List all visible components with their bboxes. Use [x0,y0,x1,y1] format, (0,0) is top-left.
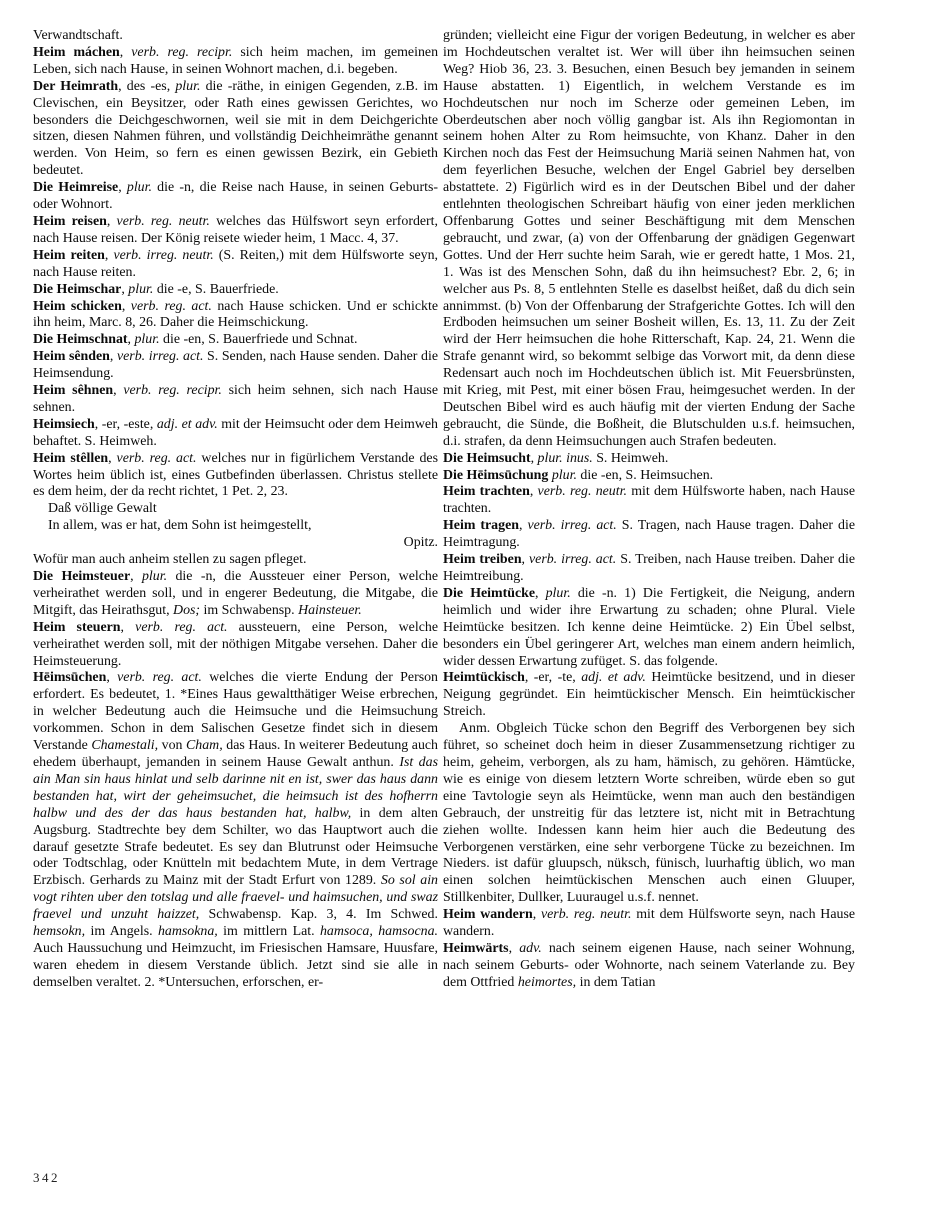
body-text: , [108,450,117,466]
body-text: , [121,281,129,297]
headword: Die Heimschar [33,281,122,297]
body-text: , [119,44,132,60]
body-text: , [130,569,142,584]
body-text: Schwabensp. Kap. 3, 4. Im Schwed. [199,907,438,923]
left-column [33,28,438,992]
italic-text: Cham, [186,738,223,754]
body-text: nach Hause schicken. Und er schickte ihn heim, Marc. 8, 26. Daher die Heimschickung. [33,298,438,331]
headword: Heim sêhnen [33,383,114,399]
paragraph [33,214,438,248]
headword: Heim trachten [443,484,530,500]
italic-text: verb. reg. act. [130,298,212,314]
body-text: mit der Heimsucht oder dem Heimweh behaftet. S. Heimweh. [33,416,438,449]
body-text: Opitz. [403,535,438,551]
italic-text: Chamestali, [91,738,159,754]
italic-text: verb. reg. neutr. [537,484,627,500]
body-text: S. Heimweh. [592,450,669,466]
paragraph [33,282,438,299]
body-text: , [529,484,538,500]
body-text: , [113,383,124,399]
body-text: , [106,213,117,229]
italic-text: heimortes, [517,974,577,990]
italic-text: plur. [134,332,160,348]
paragraph [33,248,438,282]
paragraph [443,552,855,586]
right-column [443,28,855,992]
body-text: S. Tragen, nach Hause tragen. Daher die Heimtragung. [443,518,855,551]
headword: Heim schicken [33,298,122,314]
page-number: 342 [33,1170,60,1185]
paragraph [443,586,855,671]
italic-text: Ist das ain Man sin haus hinlat und selb darinne nit en ist, swer das haus dann bestanden hat, wirt der geheimsuchet, die heimsuch ist des hofherrn halbw und des der das haus bestanden hat, halbw, [33,754,438,821]
body-text: S. Treiben, nach Hause treiben. Daher die Heimtreibung. [443,552,855,584]
headword: Heimtückisch [443,670,525,686]
paragraph [33,670,438,991]
italic-text: verb. reg. recipr. [131,44,233,60]
headword: Heimwärts [443,940,509,956]
italic-text: plur. [545,585,571,601]
paragraph [443,451,855,468]
paragraph [33,417,438,451]
paragraph [33,28,438,45]
italic-text: hamsokna, [157,924,218,940]
body-text: , -er, -te, [524,670,582,686]
body-text: die -en, S. Bauerfriede und Schnat. [159,332,358,348]
headword: Hēimsūchen [33,670,107,686]
paragraph [33,180,438,214]
body-text: , [104,247,114,263]
paragraph [33,451,438,502]
paragraph [33,332,438,349]
paragraph [33,383,438,417]
body-text: aussteuern, eine Person, welche verheirathet werden soll, mit der nöthigen Mitgabe versehen. Daher die Heimsteuerung. [33,619,438,669]
italic-text: verb. reg. act. [135,619,228,635]
italic-text: verb. irreg. act. [116,349,204,365]
body-text: welches nur in figürlichem Verstande des Wortes heim üblich ist, eines Gutbefinden überlassen. Christus stellete es dem heim, der da recht richtet, 1 Pet. 2, 23. [33,450,438,500]
headword: Heimsiech [33,416,95,432]
body-text: welches die vierte Endung der Person erfordert. Es bedeutet, 1. *Eines Haus gewaltthätiger Weise erbrechen, in welcher Bedeutung auch die Heimsuche und die Heimsuchung vorkommen. Schon in dem Salischen Gesetze findet sich in diesem Verstande [33,670,438,754]
body-text: die -n, die Aussteuer einer Person, welche verheirathet werden soll, und in engerer Bedeutung, die Mitgabe, die Mitgift, das Heirathsgut, [33,569,438,618]
italic-text: hamsoca, hamsocna. [319,924,438,940]
body-text: gründen; vielleicht eine Figur der vorigen Bedeutung, in welcher es aber im Hochdeutschen veraltet ist. Wer will über ihn heimsuchen seinen Weg? Hiob 36, 23. 3. Besuchen, einen Besuch bey jemanden in seinem Hause abstatten. 1) Eigentlich, in welchem Verstande es im Hochdeutschen nur noch im Scherze oder gemeinen Leben, im Oberdeutschen aber noch völlig gangbar ist. Als ihn Regiomontan in seinem hohen Alter zu Rom heimsuchte, von Khanz. Daher in den Kirchen noch das Fest der Heimsuchung Mariä seinen Nahmen hat, von dem feyerlichen Besuche, welchen der Engel Gabriel bey derselben abstattete. 2) Figürlich wird es in der Deutschen Bibel und der daher entlehnten theologischen Schreibart häufig von einer jeden merklichen Offenbarung Gottes und seiner Beschäftigung mit dem Menschen gebraucht, und zwar, (a) von der Offenbarung der gnädigen Gegenwart Gottes. Und der Herr suchte heim Sarah, wie er geredt hatte, 1 Mos. 21, 1. Was ist des Menschen Sohn, daß du ihn heimsuchest? Ebr. 2, 6; in welcher aus Ps. 8, 5 entlehnten Stelle es daselbst heißet, daß du dich sein annimmst. (b) Von der Offenbarung der Strafgerichte Gottes. Ich will den Erdboden heimsuchen um seiner Bosheit willen, Es. 13, 11. Zu der Zeit wird der Herr heimsuchen die hohe Ritterschaft, Kap. 24, 21. Wenn die Strafe genannt wird, so bekommt selbige das Vorwort mit, da denn diese Redensart auch noch im Hochdeutschen üblich ist. Mit Feuersbrünsten, mit Krieg, mit Pest, mit einer bösen Frau, heimgesuchet werden. In der Deutschen Bibel wird es auch häufig mit der vierten Endung der Sache gebraucht, die Sünde, die Boßheit, die Blutschulden u.s.f. heimsuchen, d.i. strafen, da denn Heimsuchungen auch Strafen bedeuten. [443,28,855,449]
italic-text: verb. irreg. neutr. [113,247,214,263]
body-text: S. Senden, nach Hause senden. Daher die Heimsendung. [33,349,438,382]
paragraph [33,535,438,552]
italic-text: adj. et adv. [581,670,646,686]
headword: Die Hēimsūchung [443,467,549,483]
body-text: , [530,450,538,466]
body-text: von [158,738,187,754]
paragraph [443,941,855,992]
body-text: nach seinem eigenen Hause, nach seiner Wohnung, nach seinem Geburts- oder Wohnorte, nach seinem Vaterlande zu. Bey dem Ottfried [443,940,855,990]
italic-text: plur. [128,281,154,297]
headword: Die Heimreise [33,180,119,196]
body-text: , -er, -este, [94,416,157,432]
headword: Heim reiten [33,247,105,263]
italic-text: Hainsteuer. [298,602,362,618]
body-text: welches das Hülfswort seyn erfordert, nach Hause reisen. Der König reisete wieder heim, 1 Macc. 4, 37. [33,213,439,246]
italic-text: plur. [551,467,577,483]
italic-text: verb. reg. neutr. [540,907,632,923]
paragraph [443,468,855,485]
italic-text: plur. [175,78,201,94]
body-text: mit dem Hülfsworte seyn, nach Hause wandern. [443,907,856,940]
body-text: Wofür man auch anheim stellen zu sagen pfleget. [33,552,307,568]
italic-text: verb. reg. recipr. [123,383,222,399]
italic-text: verb. reg. neutr. [116,213,210,229]
body-text: Anm. Obgleich Tücke schon den Begriff des Verborgenen bey sich führet, so scheinet doch heim in dieser Zusammensetzung richtiger zu heim, geheim, verborgen, als zu ham, hämisch, zu gehören. Hämtücke, wie es einige von diesem letztern Worte schreiben, würde eben so gut eine Tavtologie seyn als Heimtücke, wenn man auch den beständigen Gebrauch, der unstreitig für das letztere ist, nicht mit in Betrachtung ziehen wollte. Indessen kann heim hier auch die Bedeutung des Verborgenen verstärken, eine sehr verborgene Tücke zu bezeichnen. Im Nieders. ist dafür gluupsch, nüksch, fünisch, luurhaftig üblich, wo man einen solchen heimtückischen Menschen auch einen Gluuper, Stillkenbiter, Dullker, Luuraugel u.s.f. nennet. [443,721,855,906]
body-text: Auch Haussuchung und Heimzucht, im Friesischen Hamsare, Huusfare, waren ehedem in diesem Verstande üblich. Jetzt sind sie alle in demselben veraltet. 2. *Untersuchen, erforschen, er- [33,940,438,990]
italic-text: verb. irreg. act. [527,518,617,534]
italic-text: plur. inus. [537,450,593,466]
paragraph [33,299,438,333]
headword: Heim stêllen [33,450,109,466]
body-text: , [109,349,117,365]
italic-text: verb. irreg. act. [528,552,617,568]
paragraph [443,670,855,721]
paragraph [443,907,855,941]
italic-text: verb. reg. act. [116,450,197,466]
paragraph [33,349,438,383]
paragraph [443,721,855,907]
headword: Heim wandern [443,907,533,923]
body-text: mit dem Hülfsworte haben, nach Hause trachten. [443,484,856,517]
paragraph [33,45,438,79]
italic-text: adj. et adv. [156,416,218,432]
body-text: , [127,332,135,348]
headword: Heim tragen [443,518,519,534]
body-text: , [532,907,541,923]
body-text: in dem Tatian [576,974,656,990]
paragraph [33,501,438,518]
body-text: (S. Reiten,) mit dem Hülfsworte seyn, nach Hause reiten. [33,247,439,280]
paragraph [33,79,438,180]
paragraph [443,484,855,518]
body-text: , [518,518,528,534]
headword: Der Heimrath [33,78,119,94]
paragraph [443,28,855,451]
italic-text: verb. reg. act. [117,670,202,686]
body-text: die -en, S. Heimsuchen. [576,467,714,483]
body-text: , [106,670,118,686]
body-text: , [121,298,131,314]
headword: Heim sênden [33,349,110,365]
headword: Die Heimtücke [443,585,535,601]
headword: Die Heimsteuer [33,569,131,584]
body-text: Heimtücke besitzend, und in dieser Neigung gegründet. Ein heimtückischer Mensch. Ein heimtückischer Streich. [443,670,855,720]
paragraph [33,518,438,535]
italic-text: hemsokn, [33,924,86,940]
paragraph [443,518,855,552]
paragraph [33,569,438,620]
headword: Heim steuern [33,619,121,635]
body-text: im Angels. [85,924,158,940]
body-text: die -räthe, in einigen Gegenden, z.B. im Clevischen, ein Beysitzer, oder Rath eines gewissen Gerichtes, wo besonders die Deichgeschwornen, weil sie mit in dem Deichgerichte sitzen, diesen Nahmen führen, und vollständig Deichheimräthe genannt werden. Von Heim, so fern es einen gewissen Bezirk, ein Gebieth bedeutet. [33,78,438,179]
body-text: sich heim machen, im gemeinen Leben, sich nach Hause, in seinen Wohnort machen, d.i. begeben. [33,44,439,77]
headword: Heim treiben [443,552,522,568]
headword: Die Heimsucht [443,450,531,466]
headword: Heim reisen [33,213,107,229]
body-text: , [120,619,136,635]
body-text: in dem alten Augsburg. Stadtrechte bey dem Schilter, wo das Hauptwort auch die darauf gesetzte Strafe bedeutet. Es sey dan Blutrunst oder Heimsuche oder Todtschlag, oder Knütteln mit bedachtem Mute, in dem Vertrage Erzbisch. Gerhards zu Mainz mit der Stadt Erfurt von 1289. [33,805,438,889]
italic-text: adv. [519,940,542,956]
body-text: , [118,180,127,196]
body-text: , [535,585,546,601]
body-text: die -n. 1) Die Fertigkeit, die Neigung, andern heimlich und wider ihre Erwartung zu schaden; ohne Plural. Viele Heimtücke besitzen. Ich kenne deine Heimtücke. 2) Ein Übel selbst, besonders ein Übel geringerer Art, welches man einem andern heimlich, wider dessen Erwartung zufüget. S. das folgende. [443,585,855,669]
headword: Die Heimschnat [33,332,128,348]
body-text: das Haus. In weiterer Bedeutung auch ehedem überhaupt, jemanden in seinem Hause Gewalt anthun. [33,738,439,770]
body-text: , [521,552,529,568]
body-text: Verwandtschaft. [33,28,123,43]
body-text: Daß völlige Gewalt [48,501,157,517]
italic-text: plur. [126,180,152,196]
body-text: im Schwabensp. [200,602,299,618]
body-text: im mittlern Lat. [217,924,320,940]
headword: Heim máchen [33,44,120,60]
italic-text: So sol ain vogt rihten uber den totslag und alle fraevel- und haimsuchen, und swaz fraevel und unzuht haizzet, [33,873,439,923]
body-text: In allem, was er hat, dem Sohn ist heimgestellt, [48,518,312,534]
italic-text: Dos; [173,602,201,618]
body-text: , [508,940,520,956]
body-text: die -e, S. Bauerfriede. [153,281,279,297]
body-text: , des -es, [118,78,176,94]
body-text: die -n, die Reise nach Hause, in seinen Geburts- oder Wohnort. [33,180,438,213]
body-text: sich heim sehnen, sich nach Hause sehnen. [33,383,438,415]
paragraph [33,552,438,569]
italic-text: plur. [141,569,168,584]
paragraph [33,620,438,671]
